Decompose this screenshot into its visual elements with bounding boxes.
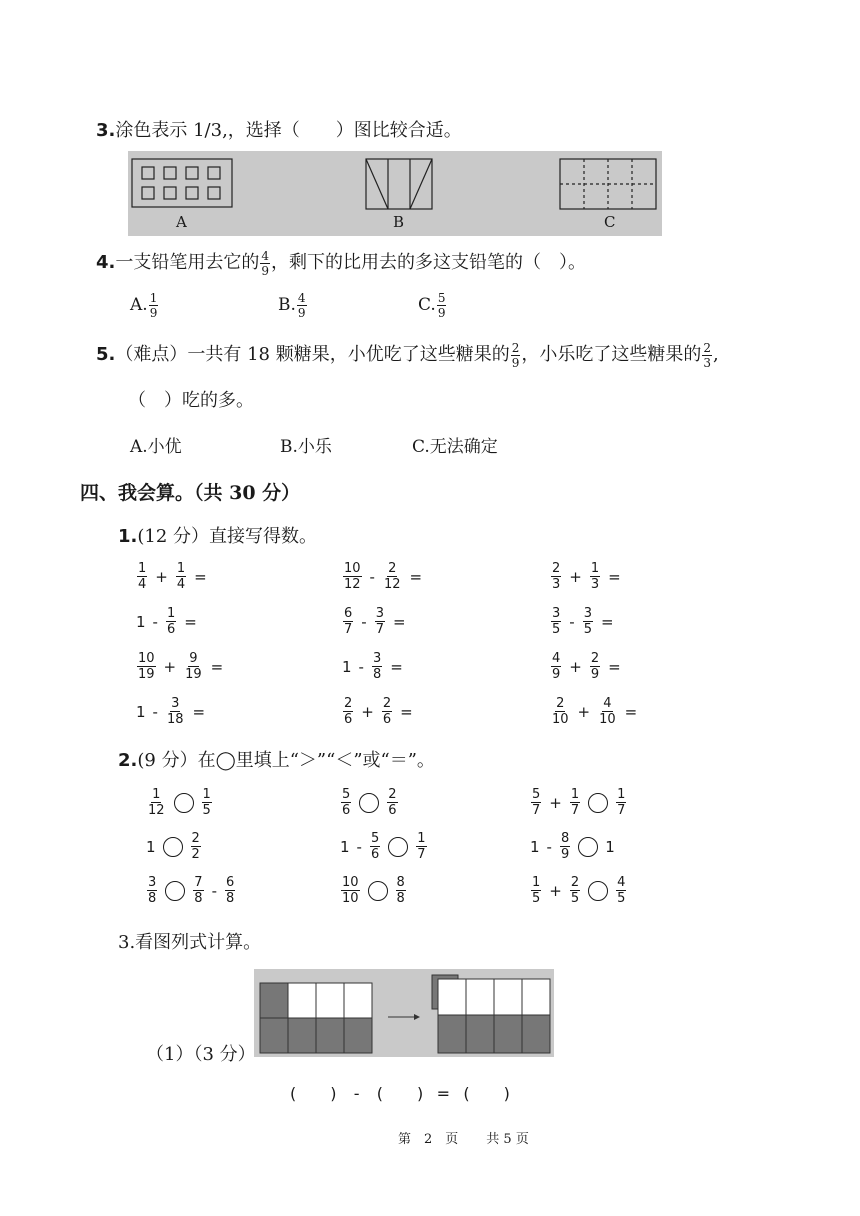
page-total: 共 5 页 — [486, 1132, 529, 1147]
fraction — [598, 697, 617, 726]
expression — [340, 788, 399, 817]
numerator: 2 — [556, 696, 565, 711]
question-text: (12 分）直接写得数。 — [137, 526, 318, 547]
operator: + — [549, 881, 562, 900]
fraction — [570, 788, 580, 817]
equals-sign: = — [390, 657, 403, 676]
denominator: 5 — [532, 891, 541, 906]
numerator: 5 — [532, 787, 541, 802]
denominator: 6 — [382, 712, 392, 727]
numerator: 1 — [202, 787, 211, 802]
question-text: （难点）一共有 18 颗糖果，小优吃了这些糖果的 — [115, 344, 510, 365]
number: 1 — [605, 837, 615, 856]
compare-circle[interactable] — [163, 837, 183, 857]
operator: - — [546, 837, 552, 856]
denominator: 4 — [138, 577, 147, 592]
question-5 — [96, 340, 719, 369]
question-number: 2. — [118, 750, 138, 771]
denominator: 9 — [149, 306, 158, 320]
fraction — [341, 788, 351, 817]
numerator: 4 — [297, 291, 306, 305]
expression — [146, 876, 236, 905]
denominator: 10 — [599, 712, 616, 727]
fraction — [590, 652, 600, 681]
expression — [340, 876, 407, 905]
denominator: 8 — [225, 891, 235, 906]
fraction — [560, 832, 570, 861]
numerator: 2 — [590, 651, 600, 666]
paren-close: ) — [416, 1084, 424, 1103]
option-label: B. — [278, 295, 296, 315]
numerator: 4 — [552, 651, 561, 666]
question-text: 涂色表示 1/3,，选择（ ）图比较合适。 — [115, 120, 462, 141]
denominator: 6 — [370, 847, 380, 862]
expression — [550, 697, 637, 726]
fraction — [437, 292, 447, 319]
denominator: 18 — [166, 712, 184, 727]
figure-c-label: C — [604, 213, 616, 231]
fraction — [590, 562, 600, 591]
compare-circle[interactable] — [388, 837, 408, 857]
denominator: 5 — [570, 891, 580, 906]
calc-3-figure-photo — [254, 969, 554, 1057]
numerator: 2 — [344, 696, 353, 711]
operator: + — [155, 567, 168, 586]
operator: - — [361, 612, 367, 631]
answer-equation — [290, 1084, 510, 1103]
numerator: 10 — [342, 875, 359, 890]
calc-3-heading: 3.看图列式计算。 — [118, 932, 262, 953]
numerator: 2 — [388, 787, 397, 802]
numerator: 7 — [194, 875, 203, 890]
equals-sign: = — [210, 657, 224, 676]
equals-sign: = — [436, 1084, 450, 1103]
denominator: 8 — [372, 667, 382, 682]
expression — [530, 876, 627, 905]
numerator: 5 — [342, 787, 351, 802]
numerator: 2 — [570, 875, 580, 890]
fraction — [551, 607, 561, 636]
numerator: 8 — [560, 831, 570, 846]
expression — [136, 697, 205, 726]
numerator: 2 — [382, 696, 392, 711]
fraction — [702, 342, 712, 369]
denominator: 7 — [344, 622, 353, 637]
figure-a-rect — [132, 159, 232, 207]
calc-2-heading — [118, 746, 435, 772]
question-3 — [96, 116, 462, 142]
fraction — [176, 562, 186, 591]
expression — [530, 832, 615, 861]
equals-sign: = — [624, 702, 638, 721]
fraction — [191, 832, 201, 861]
equals-sign: = — [400, 702, 413, 721]
operator: + — [569, 567, 582, 586]
compare-circle[interactable] — [588, 881, 608, 901]
figure-b-label: B — [393, 213, 405, 231]
denominator: 6 — [344, 712, 353, 727]
expression — [340, 832, 428, 861]
numerator: 2 — [511, 340, 520, 355]
denominator: 7 — [375, 622, 384, 637]
operator: - — [356, 837, 362, 856]
denominator: 10 — [342, 891, 359, 906]
question-number: 3. — [96, 120, 116, 141]
denominator: 12 — [383, 577, 401, 592]
option-label: A. — [130, 295, 148, 315]
denominator: 7 — [617, 803, 626, 818]
option-label: C. — [418, 295, 436, 315]
denominator: 7 — [532, 803, 541, 818]
fraction — [225, 876, 235, 905]
denominator: 8 — [396, 891, 405, 906]
numerator: 5 — [437, 291, 446, 305]
operator: - — [152, 702, 158, 721]
operator: - — [369, 567, 375, 586]
calc-1-heading — [118, 522, 317, 548]
compare-circle[interactable] — [368, 881, 388, 901]
denominator: 9 — [560, 847, 570, 862]
equals-sign: = — [192, 702, 206, 721]
operator: + — [577, 702, 591, 721]
equals-sign: = — [409, 567, 423, 586]
numerator: 1 — [138, 561, 147, 576]
denominator: 9 — [261, 263, 270, 278]
denominator: 9 — [511, 355, 520, 370]
denominator: 7 — [417, 847, 426, 862]
denominator: 2 — [191, 847, 200, 862]
fraction — [551, 697, 570, 726]
numerator: 8 — [396, 875, 405, 890]
equals-sign: = — [392, 612, 406, 631]
denominator: 12 — [344, 577, 361, 592]
q3-figure-photo — [128, 151, 662, 236]
equals-sign: = — [194, 567, 207, 586]
numerator: 1 — [532, 875, 541, 890]
figure-c-drawing — [560, 159, 656, 209]
numerator: 3 — [583, 606, 592, 621]
question-text: 一支铅笔用去它的 — [115, 252, 260, 273]
number: 1 — [342, 657, 352, 676]
q4-option-b — [278, 292, 308, 319]
operator: - — [358, 657, 364, 676]
compare-circle[interactable] — [165, 881, 185, 901]
fraction — [341, 876, 360, 905]
fraction — [260, 250, 270, 277]
q5-option-a: A.小优 — [130, 437, 182, 457]
denominator: 9 — [437, 306, 446, 320]
expression — [550, 607, 614, 636]
fraction — [149, 292, 159, 319]
operator: - — [569, 612, 575, 631]
number: 1 — [340, 837, 350, 856]
fraction — [147, 876, 157, 905]
paren-open: ( — [463, 1084, 470, 1103]
expression — [530, 788, 627, 817]
denominator: 9 — [590, 667, 600, 682]
numerator: 1 — [590, 561, 600, 576]
operator: + — [549, 793, 562, 812]
fraction — [372, 652, 382, 681]
equals-sign: = — [608, 567, 621, 586]
page-footer — [398, 1128, 529, 1147]
denominator: 12 — [148, 803, 165, 818]
numerator: 9 — [189, 651, 198, 666]
denominator: 8 — [148, 891, 157, 906]
paren-open: ( — [376, 1084, 383, 1103]
fraction — [297, 292, 307, 319]
numerator: 1 — [152, 787, 161, 802]
numerator: 1 — [570, 787, 580, 802]
q4-option-c — [418, 292, 447, 319]
denominator: 3 — [590, 577, 600, 592]
denominator: 6 — [166, 622, 176, 637]
numerator: 3 — [375, 606, 384, 621]
denominator: 3 — [703, 355, 712, 370]
denominator: 5 — [617, 891, 626, 906]
fraction — [370, 832, 380, 861]
paren-open: ( — [290, 1084, 297, 1103]
numerator: 10 — [344, 561, 361, 576]
fraction — [184, 652, 203, 681]
fraction — [387, 788, 397, 817]
fraction — [511, 342, 521, 369]
fraction — [551, 652, 561, 681]
q5-option-b: B.小乐 — [280, 437, 332, 457]
numerator: 3 — [148, 875, 157, 890]
page-number: 第 2 页 — [398, 1132, 459, 1147]
equals-sign: = — [600, 612, 614, 631]
denominator: 19 — [185, 667, 202, 682]
equals-sign: = — [608, 657, 621, 676]
figure-b-drawing — [366, 159, 432, 209]
operator: + — [361, 702, 374, 721]
expression — [146, 832, 202, 861]
number: 1 — [136, 702, 146, 721]
numerator: 3 — [372, 651, 382, 666]
expression — [342, 562, 422, 591]
question-number: 5. — [96, 344, 116, 365]
fraction — [416, 832, 426, 861]
numerator: 3 — [171, 696, 180, 711]
figure-a-squares — [142, 167, 220, 199]
fraction — [147, 788, 166, 817]
expression — [136, 607, 197, 636]
denominator: 9 — [552, 667, 561, 682]
number: 1 — [136, 612, 146, 631]
figure-a-label: A — [176, 213, 187, 231]
fraction — [343, 562, 362, 591]
calc-3-figure-drawing — [254, 969, 554, 1057]
numerator: 2 — [552, 561, 561, 576]
numerator: 1 — [176, 561, 186, 576]
question-number: 1. — [118, 526, 138, 547]
question-text: (9 分）在◯里填上“＞”“＜”或“＝”。 — [137, 750, 435, 771]
expression — [550, 562, 621, 591]
fraction — [193, 876, 203, 905]
expression — [136, 652, 223, 681]
calc-3-sub-label: （1）（3 分） — [146, 1044, 256, 1065]
expression — [342, 607, 406, 636]
number: 1 — [530, 837, 540, 856]
fraction — [137, 562, 147, 591]
numerator: 2 — [703, 340, 712, 355]
denominator: 4 — [176, 577, 186, 592]
operator: - — [211, 881, 217, 900]
fraction — [137, 652, 156, 681]
numerator: 6 — [344, 606, 353, 621]
fraction — [166, 607, 176, 636]
section-title: 四、我会算。（共 30 分） — [80, 482, 301, 504]
fraction — [343, 607, 353, 636]
denominator: 19 — [138, 667, 155, 682]
numerator: 4 — [261, 248, 270, 263]
expression — [146, 788, 213, 817]
fraction — [202, 788, 212, 817]
denominator: 3 — [552, 577, 561, 592]
fraction — [531, 876, 541, 905]
fraction — [383, 562, 402, 591]
numerator: 1 — [149, 291, 158, 305]
numerator: 4 — [617, 875, 626, 890]
expression — [136, 562, 207, 591]
fraction — [531, 788, 541, 817]
question-text: , — [713, 344, 719, 365]
minus-sign: - — [353, 1084, 360, 1103]
numerator: 2 — [191, 831, 200, 846]
number: 1 — [146, 837, 156, 856]
expression — [342, 652, 403, 681]
fraction — [583, 607, 593, 636]
denominator: 9 — [297, 306, 306, 320]
expression — [550, 652, 621, 681]
fraction — [570, 876, 580, 905]
q5-option-c: C.无法确定 — [412, 437, 498, 457]
question-number: 4. — [96, 252, 116, 273]
fraction — [375, 607, 385, 636]
question-text: ，剩下的比用去的多这支铅笔的（ ）。 — [271, 252, 587, 273]
fraction — [166, 697, 185, 726]
numerator: 5 — [370, 831, 380, 846]
compare-circle[interactable] — [174, 793, 194, 813]
denominator: 6 — [388, 803, 397, 818]
denominator: 6 — [342, 803, 351, 818]
numerator: 1 — [417, 831, 426, 846]
denominator: 7 — [570, 803, 580, 818]
operator: + — [163, 657, 177, 676]
numerator: 1 — [617, 787, 626, 802]
compare-circle[interactable] — [578, 837, 598, 857]
denominator: 10 — [552, 712, 569, 727]
q5-line-2: （ ）吃的多。 — [128, 390, 254, 411]
numerator: 1 — [166, 606, 176, 621]
fraction — [396, 876, 406, 905]
expression — [342, 697, 413, 726]
numerator: 4 — [603, 696, 612, 711]
denominator: 5 — [552, 622, 561, 637]
question-4 — [96, 248, 586, 277]
question-text: ，小乐吃了这些糖果的 — [521, 344, 702, 365]
denominator: 5 — [202, 803, 211, 818]
denominator: 5 — [583, 622, 592, 637]
equals-sign: = — [184, 612, 197, 631]
fraction — [616, 876, 626, 905]
numerator: 10 — [138, 651, 155, 666]
numerator: 2 — [388, 561, 397, 576]
paren-close: ) — [503, 1084, 510, 1103]
fraction — [382, 697, 392, 726]
compare-circle[interactable] — [359, 793, 379, 813]
fraction — [343, 697, 353, 726]
operator: + — [569, 657, 582, 676]
compare-circle[interactable] — [588, 793, 608, 813]
paren-close: ) — [330, 1084, 337, 1103]
operator: - — [152, 612, 158, 631]
numerator: 6 — [225, 875, 235, 890]
fraction — [616, 788, 626, 817]
denominator: 8 — [194, 891, 203, 906]
fraction — [551, 562, 561, 591]
q4-option-a — [130, 292, 159, 319]
numerator: 3 — [552, 606, 561, 621]
